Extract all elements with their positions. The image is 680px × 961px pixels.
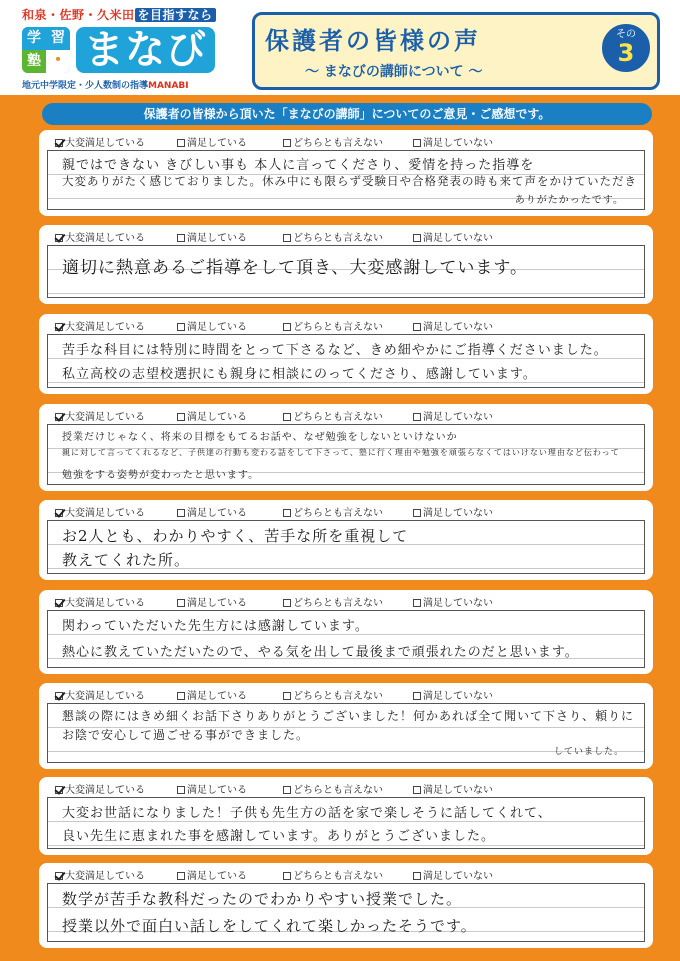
handwritten-comment-line: 親に対して言ってくれるなど、子供達の行動も変わる話をして下さって、塾に行く理由や勉強を頑張らなくてはいけない理由など伝わって: [62, 447, 620, 457]
satisfaction-option[interactable]: [55, 594, 145, 609]
logo-box-char: ・: [46, 50, 70, 73]
handwritten-comment-line: 授業以外で面白い話しをしてくれて楽しかったそうです。: [62, 916, 477, 935]
checkbox-icon[interactable]: [283, 139, 291, 147]
checked-box-icon[interactable]: [55, 234, 63, 242]
satisfaction-option[interactable]: [413, 134, 493, 149]
handwritten-comment-line: 熱心に教えていただいたので、やる気を出して最後まで頑張れたのだと思います。: [62, 645, 579, 661]
checkbox-icon[interactable]: [177, 872, 185, 880]
checked-box-icon[interactable]: [55, 786, 63, 794]
checked-box-icon[interactable]: [55, 323, 63, 331]
feedback-card: [39, 225, 653, 304]
option-label: 満足していない: [423, 691, 493, 702]
satisfaction-option[interactable]: [413, 594, 493, 609]
checkbox-icon[interactable]: [413, 234, 421, 242]
option-label: 満足していない: [423, 138, 493, 149]
satisfaction-options: [47, 134, 647, 148]
title-panel: [252, 12, 660, 90]
badge-number: 3: [617, 39, 635, 67]
checkbox-icon[interactable]: [177, 509, 185, 517]
feedback-card: [39, 590, 653, 674]
logo-areas: 和泉・佐野・久米田: [22, 8, 135, 22]
logo-subtext: [22, 78, 189, 91]
checkbox-icon[interactable]: [283, 509, 291, 517]
satisfaction-option[interactable]: [413, 867, 493, 882]
intro-banner: 保護者の皆様から頂いた「まなびの講師」についてのご意見・ご感想です。: [42, 103, 652, 125]
checkbox-icon[interactable]: [413, 599, 421, 607]
satisfaction-option[interactable]: [177, 594, 247, 609]
satisfaction-option[interactable]: [283, 504, 383, 519]
checkbox-icon[interactable]: [177, 599, 185, 607]
handwritten-comment-line: ありがたかったです。: [514, 194, 624, 206]
option-label: 大変満足している: [65, 322, 145, 333]
satisfaction-option[interactable]: [413, 781, 493, 796]
checkbox-icon[interactable]: [413, 509, 421, 517]
option-label: どちらとも言えない: [293, 233, 383, 244]
checkbox-icon[interactable]: [283, 786, 291, 794]
checkbox-icon[interactable]: [177, 786, 185, 794]
option-label: 大変満足している: [65, 233, 145, 244]
option-label: 大変満足している: [65, 508, 145, 519]
option-label: どちらとも言えない: [293, 598, 383, 609]
comment-box: [47, 150, 645, 210]
satisfaction-options: [47, 504, 647, 518]
checked-box-icon[interactable]: [55, 872, 63, 880]
satisfaction-option[interactable]: [177, 504, 247, 519]
satisfaction-option[interactable]: [283, 687, 383, 702]
checkbox-icon[interactable]: [177, 692, 185, 700]
option-label: どちらとも言えない: [293, 508, 383, 519]
option-label: 大変満足している: [65, 691, 145, 702]
logo-sub-text: 地元中学限定・少人数制の指導: [22, 81, 149, 91]
feedback-card: [39, 314, 653, 394]
checkbox-icon[interactable]: [283, 692, 291, 700]
satisfaction-option[interactable]: [413, 504, 493, 519]
handwritten-comment-line: 親ではできない きびしい事も 本人に言ってくださり、愛情を持った指導を: [62, 157, 535, 173]
option-label: 満足している: [187, 598, 247, 609]
satisfaction-option[interactable]: [177, 687, 247, 702]
handwritten-comment-line: 私立高校の志望校選択にも親身に相談にのってくださり、感謝しています。: [62, 367, 537, 383]
satisfaction-option[interactable]: [55, 229, 145, 244]
logo-tagline: [22, 6, 216, 23]
part-badge: [599, 21, 653, 75]
satisfaction-option[interactable]: [283, 408, 383, 423]
option-label: どちらとも言えない: [293, 138, 383, 149]
satisfaction-options: [47, 229, 647, 243]
option-label: 満足している: [187, 412, 247, 423]
option-label: 満足している: [187, 322, 247, 333]
feedback-card: [39, 777, 653, 855]
checkbox-icon[interactable]: [413, 413, 421, 421]
satisfaction-options: [47, 594, 647, 608]
logo-word: まなび: [76, 27, 215, 73]
option-label: 満足している: [187, 785, 247, 796]
comment-box: [47, 424, 645, 485]
handwritten-comment-line: お2人とも、わかりやすく、苦手な所を重視して: [62, 526, 409, 545]
comment-box: [47, 703, 645, 763]
option-label: 満足している: [187, 871, 247, 882]
feedback-card: [39, 683, 653, 769]
satisfaction-options: [47, 781, 647, 795]
checkbox-icon[interactable]: [413, 323, 421, 331]
checkbox-icon[interactable]: [177, 323, 185, 331]
satisfaction-options: [47, 318, 647, 332]
option-label: どちらとも言えない: [293, 785, 383, 796]
satisfaction-option[interactable]: [55, 318, 145, 333]
handwritten-comment-line: 勉強をする姿勢が変わったと思います。: [62, 469, 260, 481]
satisfaction-option[interactable]: [283, 134, 383, 149]
option-label: 大変満足している: [65, 871, 145, 882]
page-subtitle: 〜 まなびの講師について 〜: [305, 64, 483, 80]
page-title: 保護者の皆様の声: [265, 27, 481, 55]
satisfaction-option[interactable]: [413, 408, 493, 423]
checkbox-icon[interactable]: [413, 692, 421, 700]
option-label: 満足していない: [423, 785, 493, 796]
option-label: どちらとも言えない: [293, 322, 383, 333]
handwritten-comment-line: 適切に熱意あるご指導をして頂き、大変感謝しています。: [62, 257, 528, 278]
comment-box: [47, 334, 645, 388]
option-label: 満足していない: [423, 598, 493, 609]
option-label: 満足していない: [423, 871, 493, 882]
logo: [22, 26, 232, 74]
option-label: どちらとも言えない: [293, 412, 383, 423]
handwritten-comment-line: 苦手な科目には特別に時間をとって下さるなど、きめ細やかにご指導くださいました。: [62, 342, 608, 358]
checked-box-icon[interactable]: [55, 139, 63, 147]
option-label: 満足していない: [423, 508, 493, 519]
checked-box-icon[interactable]: [55, 413, 63, 421]
satisfaction-option[interactable]: [55, 134, 145, 149]
satisfaction-option[interactable]: [283, 781, 383, 796]
handwritten-comment-line: 教えてくれた所。: [62, 551, 191, 570]
option-label: どちらとも言えない: [293, 871, 383, 882]
satisfaction-options: [47, 867, 647, 881]
logo-sub-en: MANABI: [148, 81, 189, 91]
comment-box: [47, 245, 645, 298]
option-label: 大変満足している: [65, 138, 145, 149]
feedback-card: [39, 500, 653, 580]
comment-box: [47, 883, 645, 942]
checked-box-icon[interactable]: [55, 692, 63, 700]
satisfaction-option[interactable]: [413, 229, 493, 244]
satisfaction-option[interactable]: [283, 229, 383, 244]
satisfaction-option[interactable]: [55, 781, 145, 796]
option-label: 満足している: [187, 508, 247, 519]
handwritten-comment-line: 数学が苦手な教科だったのでわかりやすい授業でした。: [62, 890, 463, 909]
satisfaction-option[interactable]: [177, 229, 247, 244]
satisfaction-option[interactable]: [55, 504, 145, 519]
satisfaction-option[interactable]: [55, 687, 145, 702]
satisfaction-option[interactable]: [283, 318, 383, 333]
logo-areas-suffix: を目指すなら: [135, 8, 216, 22]
option-label: 大変満足している: [65, 598, 145, 609]
satisfaction-option[interactable]: [283, 594, 383, 609]
feedback-card: [39, 404, 653, 491]
satisfaction-options: [47, 408, 647, 422]
page-header: [0, 0, 680, 95]
satisfaction-option[interactable]: [283, 867, 383, 882]
handwritten-comment-line: 授業だけじゃなく、将来の目標をもてるお話や、なぜ勉強をしないといけないか: [62, 431, 458, 443]
checkbox-icon[interactable]: [413, 786, 421, 794]
option-label: 満足していない: [423, 412, 493, 423]
option-label: 満足していない: [423, 322, 493, 333]
logo-box-char: 塾: [22, 50, 46, 73]
option-label: 満足している: [187, 138, 247, 149]
satisfaction-options: [47, 687, 647, 701]
checkbox-icon[interactable]: [413, 139, 421, 147]
feedback-card: [39, 130, 653, 216]
handwritten-comment-line: お陰で安心して過ごせる事ができました。: [62, 727, 310, 742]
feedback-card: [39, 863, 653, 948]
comment-box: [47, 520, 645, 574]
checked-box-icon[interactable]: [55, 599, 63, 607]
badge-label: その: [616, 29, 636, 40]
satisfaction-option[interactable]: [177, 318, 247, 333]
checkbox-icon[interactable]: [283, 599, 291, 607]
satisfaction-option[interactable]: [177, 867, 247, 882]
satisfaction-option[interactable]: [413, 318, 493, 333]
checked-box-icon[interactable]: [55, 509, 63, 517]
handwritten-comment-line: 懇談の際にはきめ細くお話下さりありがとうございました！何かあれば全て聞いて下さり、頼りに: [62, 708, 635, 723]
checkbox-icon[interactable]: [283, 234, 291, 242]
option-label: 大変満足している: [65, 785, 145, 796]
checkbox-icon[interactable]: [177, 234, 185, 242]
satisfaction-option[interactable]: [177, 781, 247, 796]
handwritten-comment-line: 大変お世話になりました！子供も先生方の話を家で楽しそうに話してくれて、: [62, 805, 552, 821]
checkbox-icon[interactable]: [177, 413, 185, 421]
handwritten-comment-line: 関わっていただいた先生方には感謝しています。: [62, 618, 369, 634]
handwritten-comment-line: 大変ありがたく感じておりました。休み中にも限らず受験日や合格発表の時も来て声をかけていただき: [62, 173, 637, 188]
comment-box: [47, 610, 645, 668]
checkbox-icon[interactable]: [283, 323, 291, 331]
handwritten-comment-line: 良い先生に恵まれた事を感謝しています。ありがとうございました。: [62, 829, 495, 845]
option-label: どちらとも言えない: [293, 691, 383, 702]
logo-box-char: 習: [46, 27, 70, 50]
checkbox-icon[interactable]: [177, 139, 185, 147]
option-label: 満足していない: [423, 233, 493, 244]
option-label: 満足している: [187, 691, 247, 702]
handwritten-comment-line: していました。: [553, 746, 624, 757]
checkbox-icon[interactable]: [283, 872, 291, 880]
comment-box: [47, 797, 645, 849]
satisfaction-option[interactable]: [177, 408, 247, 423]
option-label: 大変満足している: [65, 412, 145, 423]
checkbox-icon[interactable]: [413, 872, 421, 880]
logo-box-char: 学: [22, 27, 46, 50]
checkbox-icon[interactable]: [283, 413, 291, 421]
satisfaction-option[interactable]: [413, 687, 493, 702]
satisfaction-option[interactable]: [55, 867, 145, 882]
satisfaction-option[interactable]: [177, 134, 247, 149]
satisfaction-option[interactable]: [55, 408, 145, 423]
option-label: 満足している: [187, 233, 247, 244]
logo-box: [22, 27, 70, 73]
